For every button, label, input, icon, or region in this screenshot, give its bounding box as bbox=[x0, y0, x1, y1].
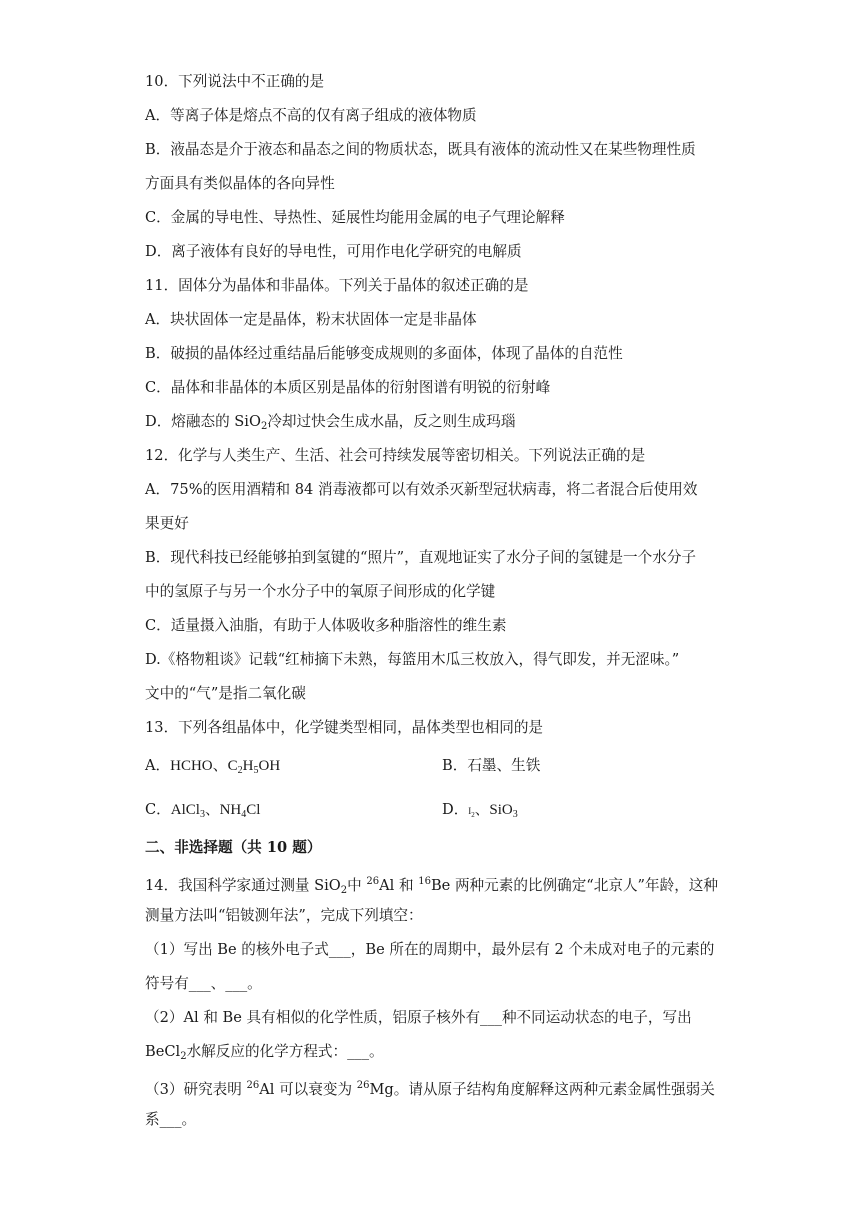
q13-a-label: A． bbox=[145, 757, 171, 774]
q14-p3-sup-mg: 26 bbox=[356, 1080, 370, 1091]
q14-p2-post: 水解反应的化学方程式：___。 bbox=[186, 1043, 384, 1060]
q14-p3-sup-al: 26 bbox=[246, 1080, 260, 1091]
q13-d-label: D． bbox=[442, 801, 469, 818]
q13-a-formula1: HCHO、 bbox=[170, 758, 228, 774]
q10-option-d: D．离子液体有良好的导电性，可用作电化学研究的电解质 bbox=[145, 243, 522, 260]
q14-part3-line2: 系___。 bbox=[145, 1111, 197, 1128]
q13-c-formula1 bbox=[171, 802, 205, 818]
q13-d-separator: 、 bbox=[474, 801, 490, 818]
q12-option-d-line2: 文中的“气”是指二氧化碳 bbox=[145, 685, 306, 702]
q14-part1-line2: 符号有___、___。 bbox=[145, 975, 262, 992]
q12-stem: 12．化学与人类生产、生活、社会可持续发展等密切相关。下列说法正确的是 bbox=[145, 447, 646, 464]
q13-option-a bbox=[145, 756, 280, 781]
q14-l1-sup-be: 16 bbox=[418, 876, 431, 887]
q13-c-formula2 bbox=[220, 802, 261, 818]
q11-stem: 11．固体分为晶体和非晶体。下列关于晶体的叙述正确的是 bbox=[145, 277, 529, 294]
q10-option-b-line2: 方面具有类似晶体的各向异性 bbox=[145, 175, 335, 192]
q13-a-f2-c: C bbox=[227, 758, 238, 774]
q14-l1-sup-al: 26 bbox=[366, 876, 380, 887]
q14-part2-line1: （2）Al 和 Be 具有相似的化学性质，铝原子核外有___种不同运动状态的电子，写出 bbox=[145, 1009, 692, 1026]
q11-d-subscript: 2 bbox=[260, 421, 268, 432]
q13-a-f2-oh: OH bbox=[258, 758, 281, 774]
q14-p2-becl: BeCl bbox=[145, 1043, 181, 1060]
q14-stem-line2: 测量方法叫“铝铍测年法”，完成下列填空： bbox=[145, 907, 423, 924]
q14-part2-line2 bbox=[145, 1042, 384, 1067]
q12-option-a-line1: A．75%的医用酒精和 84 消毒液都可以有效杀灭新型冠状病毒，将二者混合后使用效 bbox=[145, 481, 698, 498]
section-heading-non-choice: 二、非选择题（共 10 题） bbox=[145, 839, 322, 856]
q14-l1-d: Be 两种元素的比例确定“北京人”年龄，这种 bbox=[430, 877, 718, 894]
q13-a-f2-sub2: 5 bbox=[253, 765, 259, 776]
q14-p3-c: Mg。请从原子结构角度解释这两种元素金属性强弱关 bbox=[369, 1081, 715, 1098]
q13-stem: 13．下列各组晶体中，化学键类型相同，晶体类型也相同的是 bbox=[145, 719, 544, 736]
q11-option-d bbox=[145, 412, 515, 437]
q11-option-c: C．晶体和非晶体的本质区别是晶体的衍射图谱有明锐的衍射峰 bbox=[145, 379, 551, 396]
q10-stem: 10．下列说法中不正确的是 bbox=[145, 73, 325, 90]
q13-d-f2-sub: 3 bbox=[512, 809, 518, 820]
q12-option-b-line2: 中的氢原子与另一个水分子中的氧原子间形成的化学键 bbox=[145, 583, 496, 600]
q14-part1-line1: （1）写出 Be 的核外电子式___，Be 所在的周期中，最外层有 2 个未成对电子的元素的 bbox=[145, 941, 715, 958]
q13-a-f2-sub1: 2 bbox=[237, 765, 243, 776]
q10-option-a: A．等离子体是熔点不高的仅有离子组成的液体物质 bbox=[145, 107, 477, 124]
q13-c-f2-nh: NH bbox=[219, 802, 242, 818]
q14-l1-a: 14．我国科学家通过测量 SiO bbox=[145, 877, 341, 894]
q13-d-f2-sio: SiO bbox=[489, 802, 513, 818]
q13-d-formula2 bbox=[489, 802, 517, 818]
q14-part3-line1 bbox=[145, 1076, 715, 1100]
q14-p3-a: （3）研究表明 bbox=[145, 1081, 247, 1098]
q13-c-f2-cl: Cl bbox=[246, 802, 261, 818]
q14-l1-b: 中 bbox=[347, 877, 367, 894]
q12-option-c: C．适量摄入油脂，有助于人体吸收多种脂溶性的维生素 bbox=[145, 617, 507, 634]
q14-l1-c: Al 和 bbox=[379, 877, 419, 894]
q14-p3-b: Al 可以衰变为 bbox=[259, 1081, 357, 1098]
q13-c-f2-sub: 4 bbox=[241, 809, 247, 820]
q12-option-d-line1: D.《格物粗谈》记载“红柿摘下未熟，每篮用木瓜三枚放入，得气即发，并无涩味。” bbox=[145, 651, 680, 668]
q11-d-text-post: 冷却过快会生成水晶，反之则生成玛瑙 bbox=[267, 413, 516, 430]
q13-option-d bbox=[442, 800, 518, 825]
q14-l1-sub: 2 bbox=[340, 885, 348, 896]
q13-option-c bbox=[145, 800, 260, 825]
q13-d-f1-sub: 2 bbox=[471, 811, 475, 819]
q12-option-b-line1: B．现代科技已经能够拍到氢键的“照片”，直观地证实了水分子间的氢键是一个水分子 bbox=[145, 549, 697, 566]
q11-option-b: B．破损的晶体经过重结晶后能够变成规则的多面体，体现了晶体的自范性 bbox=[145, 345, 623, 362]
q14-stem-line1 bbox=[145, 872, 718, 901]
q11-option-a: A．块状固体一定是晶体，粉末状固体一定是非晶体 bbox=[145, 311, 477, 328]
q13-a-formula2 bbox=[228, 758, 281, 774]
q14-p2-sub: 2 bbox=[180, 1051, 187, 1062]
q10-option-b-line1: B．液晶态是介于液态和晶态之间的物质状态，既具有液体的流动性又在某些物理性质 bbox=[145, 141, 696, 158]
q11-d-text-pre: D．熔融态的 SiO bbox=[145, 413, 261, 430]
q13-c-f1-sub: 3 bbox=[199, 809, 205, 820]
q13-d-f1-i: I bbox=[468, 806, 472, 816]
q13-c-f1-alcl: AlCl bbox=[170, 802, 200, 818]
q13-a-f2-h: H bbox=[242, 758, 254, 774]
q12-option-a-line2: 果更好 bbox=[145, 515, 189, 532]
q13-c-label: C． bbox=[145, 801, 171, 818]
q13-c-separator: 、 bbox=[204, 801, 220, 818]
q13-option-b: B．石墨、生铁 bbox=[442, 757, 541, 774]
q10-option-c: C．金属的导电性、导热性、延展性均能用金属的电子气理论解释 bbox=[145, 209, 565, 226]
